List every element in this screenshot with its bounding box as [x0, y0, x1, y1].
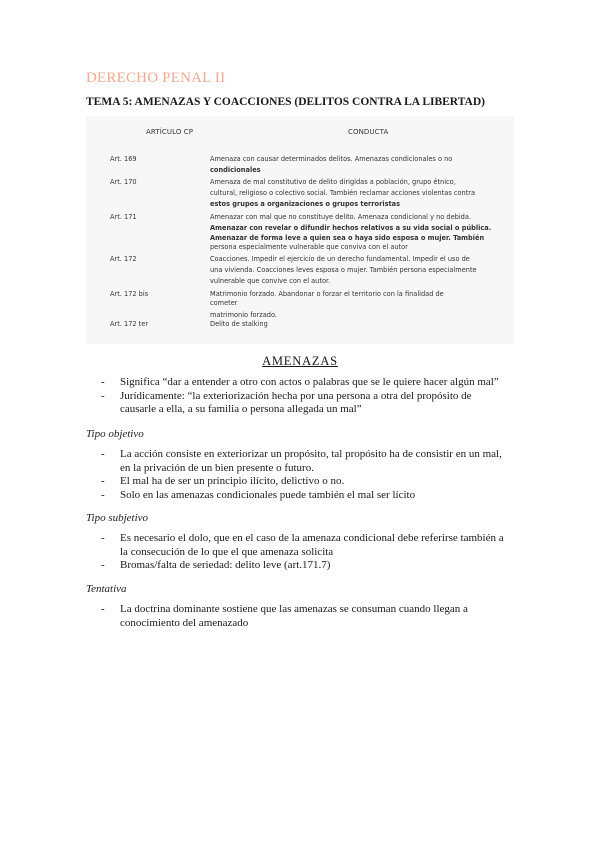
table-cell-conduct: Amenazar con mal que no constituye delito. Amenaza condicional y no debida. Amenazar con revelar o difundir hechos relativos a su vida social o pública. Amenazar de forma leve a quien sea o haya sido esposa o mujer. También persona especialmente vulnerable que conviva con el autor [210, 213, 492, 252]
list-item: - La doctrina dominante sostiene que las amenazas se consuman cuando llegan a conocimiento del amenazado [101, 603, 468, 629]
table-cell-conduct: Coacciones. Impedir el ejercicio de un derecho fundamental. Impedir el uso de una vivienda. Coacciones leves esposa o mujer. También persona especialmente vulnerable que convive con el autor. [210, 255, 477, 286]
table-cell-conduct: Matrimonio forzado. Abandonar o forzar el territorio con la finalidad de cometer matrimonio forzado. [210, 290, 444, 320]
section-title-tentativa: Tentativa [86, 583, 127, 595]
list-item: - Solo en las amenazas condicionales puede también el mal ser lícito [101, 488, 416, 501]
section-title-tipo-subjetivo: Tipo subjetivo [86, 512, 149, 524]
list-item: - Es necesario el dolo, que en el caso de la amenaza condicional debe referirse también a la consecución de lo que el que amenaza solicita [101, 532, 504, 558]
table-cell-article: Art. 169 [110, 155, 137, 163]
section-title-tipo-objetivo: Tipo objetivo [86, 428, 144, 440]
table-cell-conduct: Delito de stalking [210, 320, 268, 328]
table-header-article: ARTÍCULO CP [146, 128, 194, 136]
table-cell-article: Art. 170 [110, 178, 137, 186]
list-item: - Significa “dar a entender a otro con actos o palabras que se le quiere hacer algún mal” [101, 376, 499, 388]
table-cell-article: Art. 172 bis [110, 290, 149, 298]
table-cell-conduct: Amenaza de mal constitutivo de delito dirigidas a población, grupo étnico, cultural, religioso o colectivo social. También reclamar acciones violentas contra estos grupos a organizaciones o grupos terroristas [210, 178, 476, 209]
table-cell-article: Art. 172 [110, 255, 137, 263]
tentativa-list [98, 603, 518, 630]
topic-title: TEMA 5: AMENAZAS Y COACCIONES (DELITOS CONTRA LA LIBERTAD) [86, 96, 485, 108]
tipo-subjetivo-list [98, 532, 518, 573]
table-cell-article: Art. 172 ter [110, 320, 149, 328]
list-item: - La acción consiste en exteriorizar un propósito, tal propósito ha de consistir en un mal, en la privación de un bien presente o futuro. [101, 448, 502, 474]
table-cell-article: Art. 171 [110, 213, 137, 221]
list-item: - El mal ha de ser un principio ilícito, delictivo o no. [101, 475, 345, 488]
table-header-conduct: CONDUCTA [348, 128, 389, 136]
list-item: - Jurídicamente: “la exteriorización hecha por una persona a otra del propósito de causarle a ella, a su familia o persona allegada un mal” [101, 389, 472, 416]
intro-list [98, 376, 518, 417]
table-cell-conduct: Amenaza con causar determinados delitos. Amenazas condicionales o no condicionales [210, 155, 453, 175]
articles-table [86, 116, 514, 344]
section-heading-amenazas: AMENAZAS [262, 354, 338, 368]
list-item: - Bromas/falta de seriedad: delito leve (art.171.7) [101, 559, 331, 572]
tipo-objetivo-list [98, 448, 518, 502]
course-title: DERECHO PENAL II [86, 70, 226, 86]
